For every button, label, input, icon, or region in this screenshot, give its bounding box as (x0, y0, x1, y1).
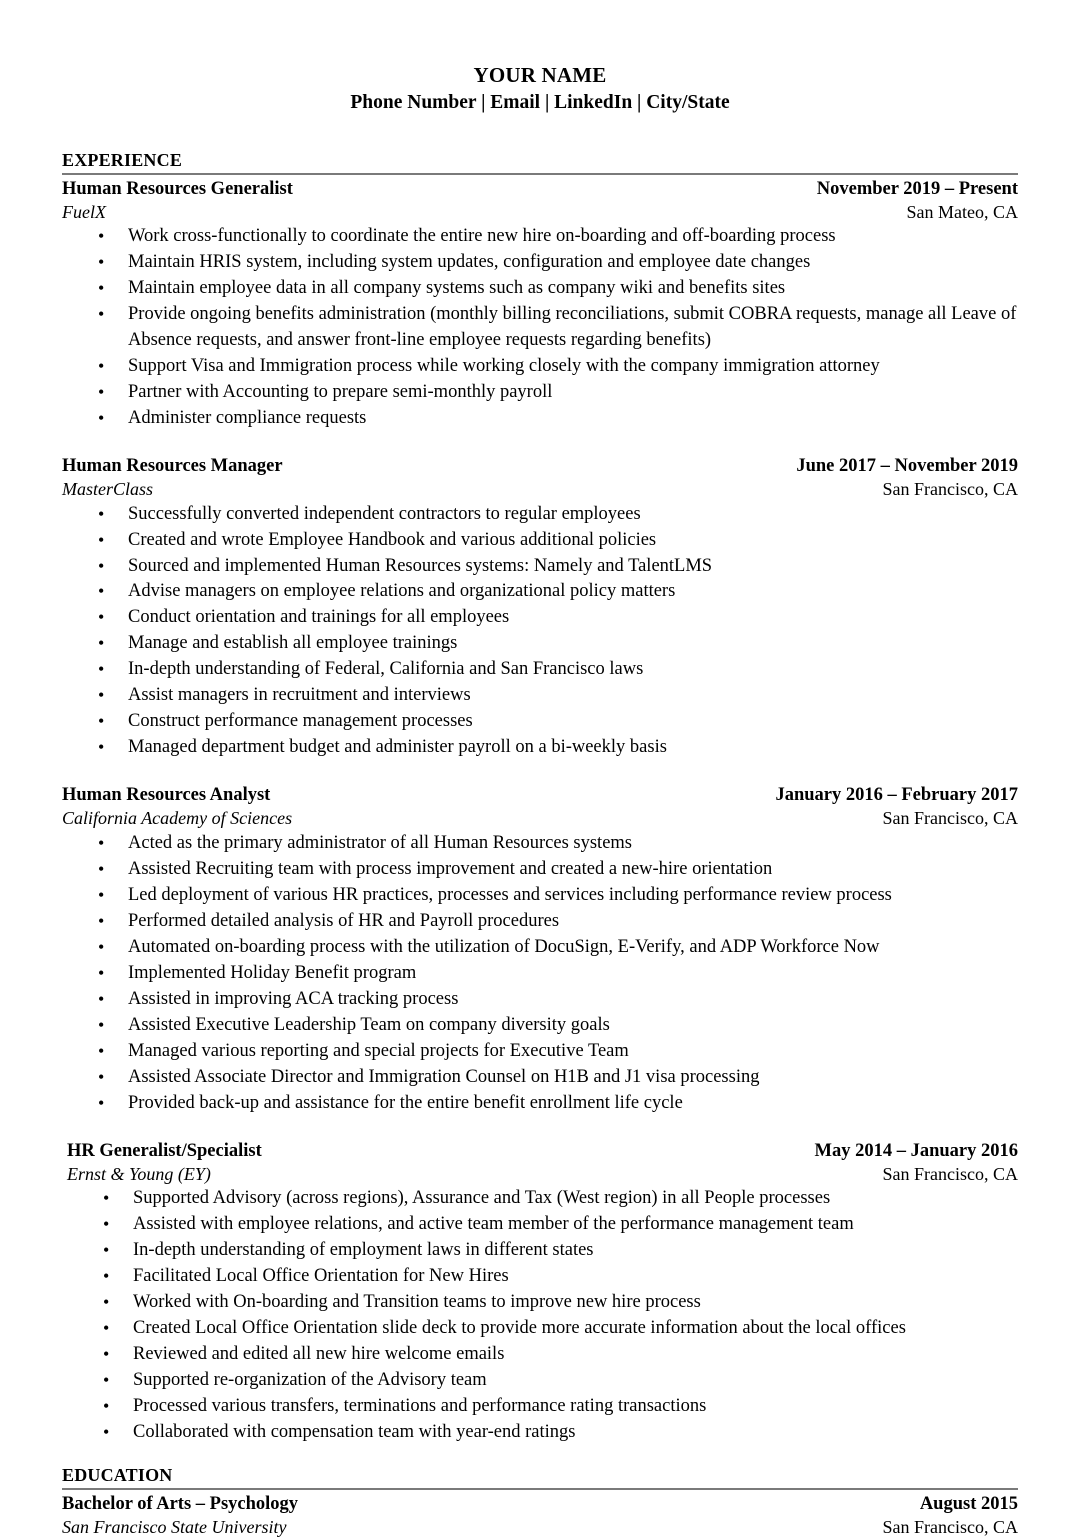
section-heading-experience: EXPERIENCE (62, 150, 1018, 175)
entry-org-row (67, 1163, 1018, 1186)
list-item: • Worked with On-boarding and Transition teams to improve new hire process (67, 1290, 1018, 1316)
job-title: HR Generalist/Specialist (67, 1140, 262, 1161)
entry-org-row (62, 478, 1018, 501)
section-heading-education: EDUCATION (62, 1465, 1018, 1490)
list-item: • Implemented Holiday Benefit program (62, 961, 1018, 987)
list-item: • Acted as the primary administrator of all Human Resources systems (62, 831, 1018, 857)
degree-date: August 2015 (919, 1493, 1018, 1514)
education-section (62, 1465, 1018, 1539)
list-item: • Manage and establish all employee trainings (62, 631, 1018, 657)
experience-entry (62, 454, 1018, 761)
employer-name: MasterClass (62, 479, 154, 500)
school-name: San Francisco State University (62, 1516, 287, 1537)
responsibility-list (62, 831, 1018, 1117)
list-item: • Created Local Office Orientation slide deck to provide more accurate information about the local offices (67, 1316, 1018, 1342)
resume-header (62, 62, 1018, 116)
list-item: • Construct performance management processes (62, 709, 1018, 735)
responsibility-list (62, 502, 1018, 762)
list-item: • Provided back-up and assistance for the entire benefit enrollment life cycle (62, 1091, 1018, 1117)
entry-title-row (62, 177, 1018, 201)
job-title: Human Resources Analyst (62, 785, 271, 806)
list-item: • Assisted Executive Leadership Team on company diversity goals (62, 1013, 1018, 1039)
responsibility-list (67, 1186, 1018, 1446)
list-item: • Reviewed and edited all new hire welcome emails (67, 1342, 1018, 1368)
job-title: Human Resources Generalist (62, 178, 293, 199)
job-dates: May 2014 – January 2016 (814, 1140, 1018, 1161)
entry-title-row (62, 1492, 1018, 1516)
job-dates: June 2017 – November 2019 (796, 456, 1018, 477)
list-item: • Maintain HRIS system, including system updates, configuration and employee date changes (62, 250, 1018, 276)
list-item: • Automated on-boarding process with the utilization of DocuSign, E-Verify, and ADP Workforce Now (62, 935, 1018, 961)
employer-name: FuelX (62, 201, 106, 222)
list-item: • Assisted in improving ACA tracking process (62, 987, 1018, 1013)
list-item: • Facilitated Local Office Orientation for New Hires (67, 1264, 1018, 1290)
list-item: • Assisted Recruiting team with process improvement and created a new-hire orientation (62, 857, 1018, 883)
list-item: • Supported re-organization of the Advisory team (67, 1368, 1018, 1394)
job-location: San Francisco, CA (882, 479, 1018, 500)
job-dates: January 2016 – February 2017 (775, 785, 1018, 806)
list-item: • Support Visa and Immigration process while working closely with the company immigration attorney (62, 354, 1018, 380)
list-item: • Managed various reporting and special projects for Executive Team (62, 1039, 1018, 1065)
list-item: • Advise managers on employee relations and organizational policy matters (62, 579, 1018, 605)
job-location: San Mateo, CA (906, 201, 1018, 222)
list-item: • Created and wrote Employee Handbook and various additional policies (62, 528, 1018, 554)
entry-org-row (62, 1516, 1018, 1539)
candidate-name: YOUR NAME (473, 63, 607, 87)
list-item: • Assisted with employee relations, and active team member of the performance management team (67, 1212, 1018, 1238)
degree-title: Bachelor of Arts – Psychology (62, 1493, 299, 1514)
list-item: • Assist managers in recruitment and interviews (62, 683, 1018, 709)
list-item: • Provide ongoing benefits administration (monthly billing reconciliations, submit COBRA requests, manage all Leave of Absence requests, and answer front-line employee requests regarding benefits) (62, 302, 1018, 354)
experience-entry (62, 783, 1018, 1116)
list-item: • Supported Advisory (across regions), Assurance and Tax (West region) in all People processes (67, 1186, 1018, 1212)
employer-name: Ernst & Young (EY) (67, 1163, 211, 1184)
experience-entry-list (62, 177, 1018, 1446)
list-item: • In-depth understanding of Federal, California and San Francisco laws (62, 657, 1018, 683)
list-item: • Maintain employee data in all company systems such as company wiki and benefits sites (62, 276, 1018, 302)
list-item: • Led deployment of various HR practices, processes and services including performance review process (62, 883, 1018, 909)
list-item: • Performed detailed analysis of HR and Payroll procedures (62, 909, 1018, 935)
list-item: • Conduct orientation and trainings for all employees (62, 605, 1018, 631)
responsibility-list (62, 224, 1018, 432)
entry-title-row (62, 783, 1018, 807)
list-item: • Assisted Associate Director and Immigration Counsel on H1B and J1 visa processing (62, 1065, 1018, 1091)
job-dates: November 2019 – Present (816, 178, 1018, 199)
entry-title-row (62, 454, 1018, 478)
list-item: • Successfully converted independent contractors to regular employees (62, 502, 1018, 528)
job-title: Human Resources Manager (62, 456, 283, 477)
experience-entry (62, 1139, 1018, 1446)
list-item: • Partner with Accounting to prepare semi-monthly payroll (62, 380, 1018, 406)
school-location: San Francisco, CA (882, 1516, 1018, 1537)
experience-entry (62, 177, 1018, 432)
list-item: • Managed department budget and administer payroll on a bi-weekly basis (62, 735, 1018, 761)
experience-section (62, 150, 1018, 1446)
entry-org-row (62, 807, 1018, 830)
contact-line: Phone Number | Email | LinkedIn | City/State (350, 91, 730, 113)
job-location: San Francisco, CA (882, 808, 1018, 829)
list-item: • Administer compliance requests (62, 406, 1018, 432)
job-location: San Francisco, CA (882, 1163, 1018, 1184)
education-entry (62, 1492, 1018, 1539)
list-item: • Work cross-functionally to coordinate the entire new hire on-boarding and off-boarding process (62, 224, 1018, 250)
list-item: • Sourced and implemented Human Resources systems: Namely and TalentLMS (62, 554, 1018, 580)
employer-name: California Academy of Sciences (62, 808, 293, 829)
entry-title-row (67, 1139, 1018, 1163)
entry-org-row (62, 201, 1018, 224)
list-item: • Processed various transfers, terminations and performance rating transactions (67, 1394, 1018, 1420)
list-item: • Collaborated with compensation team with year-end ratings (67, 1420, 1018, 1446)
list-item: • In-depth understanding of employment laws in different states (67, 1238, 1018, 1264)
